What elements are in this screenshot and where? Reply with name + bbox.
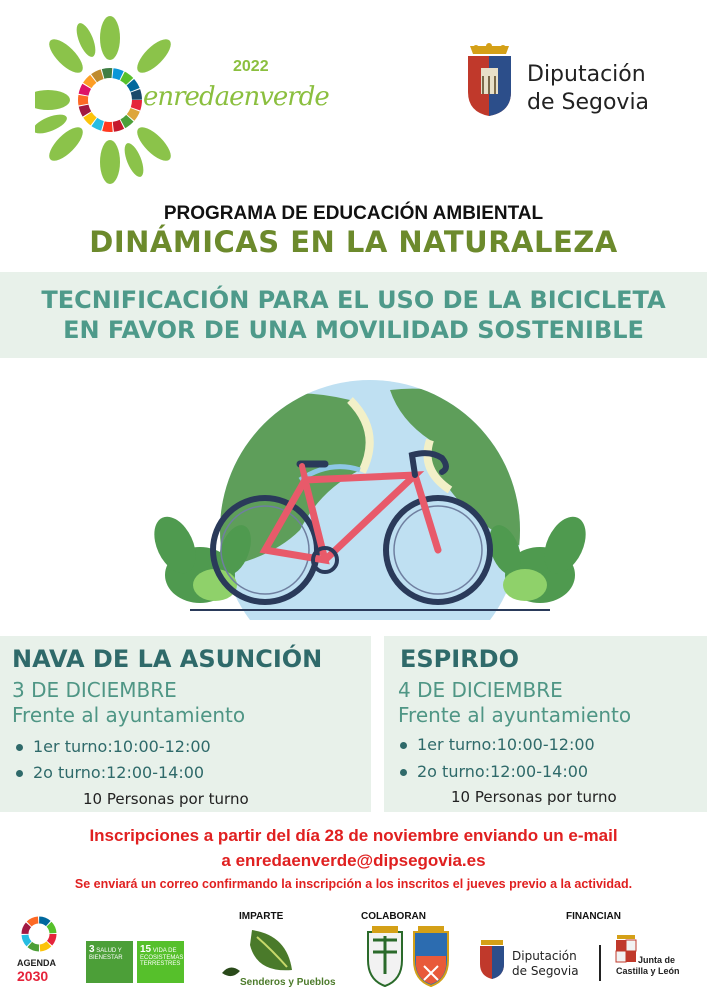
footer-divider xyxy=(599,945,601,981)
location-name: ESPIRDO xyxy=(400,645,520,673)
segovia-coat-of-arms-small-icon xyxy=(477,940,507,980)
registration-email[interactable]: a enredaenverde@dipsegovia.es xyxy=(221,851,486,870)
turn-label: 2o turno:12:00-14:00 xyxy=(417,762,589,781)
sdg-3-badge xyxy=(86,941,133,983)
junta-line2: Castilla y León xyxy=(616,966,680,976)
location-place: Frente al ayuntamiento xyxy=(398,703,632,727)
sdg-15-text: VIDA DE ECOSISTEMAS TERRESTRES xyxy=(140,948,184,967)
program-title: PROGRAMA DE EDUCACIÓN AMBIENTAL xyxy=(163,203,544,224)
diputacion-footer-line1: Diputación xyxy=(512,949,577,963)
globe-icon xyxy=(210,370,540,620)
turn-item xyxy=(400,735,595,754)
agenda-year: 2030 xyxy=(17,968,49,984)
logo-brand-text: enredaenverde xyxy=(143,82,329,112)
subtitle-line-1: TECNIFICACIÓN PARA EL USO DE LA BICICLETA xyxy=(41,286,666,314)
logo-year: 2022 xyxy=(233,58,269,75)
collaborator-shields-icon xyxy=(364,926,454,988)
capacity-text: 10 Personas por turno xyxy=(451,788,617,806)
agenda-label: AGENDA xyxy=(17,958,57,968)
senderos-text: Senderos y Pueblos xyxy=(240,977,336,988)
diputacion-footer-line2: de Segovia xyxy=(512,964,579,978)
bullet-icon xyxy=(16,744,23,751)
capacity-text: 10 Personas por turno xyxy=(83,790,249,808)
location-name: NAVA DE LA ASUNCIÓN xyxy=(12,645,323,673)
registration-note: Se enviará un correo confirmando la inscripción a los inscritos el jueves previo a la actividad. xyxy=(74,877,633,891)
bullet-icon xyxy=(400,742,407,749)
turn-label: 1er turno:10:00-12:00 xyxy=(33,737,211,756)
bullet-icon xyxy=(16,770,23,777)
diputacion-header-line1: Diputación xyxy=(527,62,646,87)
bullet-icon xyxy=(400,769,407,776)
registration-line-1: Inscripciones a partir del día 28 de noviembre enviando un e-mail xyxy=(89,826,618,845)
dynamics-title: DINÁMICAS EN LA NATURALEZA xyxy=(89,225,618,259)
location-date: 4 DE DICIEMBRE xyxy=(398,678,563,702)
diputacion-header-line2: de Segovia xyxy=(527,90,650,115)
subtitle-line-2: EN FAVOR DE UNA MOVILIDAD SOSTENIBLE xyxy=(63,316,644,344)
sdg-15-badge xyxy=(137,941,184,983)
imparte-label: IMPARTE xyxy=(239,911,284,922)
junta-line1: Junta de xyxy=(638,955,676,965)
turn-label: 2o turno:12:00-14:00 xyxy=(33,763,205,782)
turn-label: 1er turno:10:00-12:00 xyxy=(417,735,595,754)
turn-item xyxy=(400,762,588,781)
location-place: Frente al ayuntamiento xyxy=(12,703,246,727)
turn-item xyxy=(16,737,211,756)
segovia-coat-of-arms-icon xyxy=(462,42,517,120)
subtitle-band xyxy=(0,272,707,358)
colaboran-label: COLABORAN xyxy=(361,911,426,922)
sdg-3-number: 3 xyxy=(89,944,95,955)
location-date: 3 DE DICIEMBRE xyxy=(12,678,177,702)
diputacion-header-logo xyxy=(462,42,672,122)
senderos-leaf-icon xyxy=(212,925,302,980)
financian-label: FINANCIAN xyxy=(566,911,621,922)
turn-item xyxy=(16,763,204,782)
sdg-3-text: SALUD Y BIENESTAR xyxy=(89,948,123,961)
sdg-15-number: 15 xyxy=(140,944,152,955)
junta-castilla-leon-icon xyxy=(614,935,638,965)
globe-bicycle-illustration xyxy=(150,360,590,620)
